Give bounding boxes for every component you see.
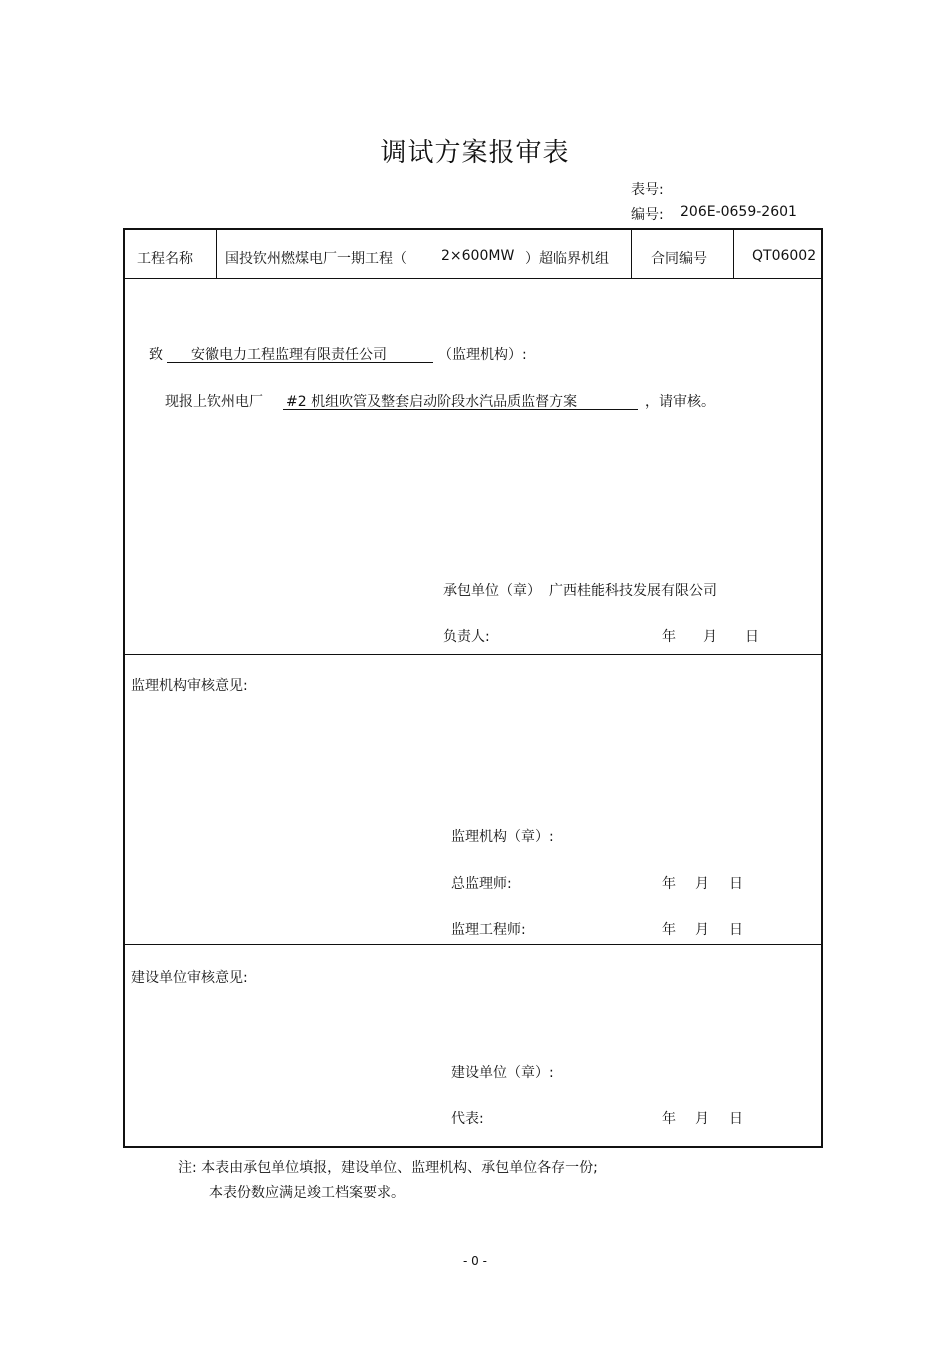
column-divider: [631, 230, 632, 278]
contractor-name: 广西桂能科技发展有限公司: [549, 583, 717, 599]
date-month-label: 月: [695, 922, 709, 938]
date-month-label: 月: [695, 876, 709, 892]
project-capacity: 2×600MW: [441, 248, 515, 264]
note-line-1: 注: 本表由承包单位填报，建设单位、监理机构、承包单位各存一份;: [178, 1160, 598, 1176]
date-day-label: 日: [729, 876, 743, 892]
submission-suffix: ，请审核。: [645, 394, 715, 410]
date-month-label: 月: [695, 1111, 709, 1127]
plan-name-underline: [283, 409, 638, 410]
serial-number-value: 206E-0659-2601: [680, 204, 797, 220]
date-year-label: 年: [662, 1111, 676, 1127]
date-year-label: 年: [662, 629, 676, 645]
submission-prefix: 现报上钦州电厂: [165, 394, 263, 410]
addressee-org: 安徽电力工程监理有限责任公司: [191, 347, 387, 363]
section-divider: [125, 944, 821, 945]
date-day-label: 日: [729, 922, 743, 938]
project-name-label: 工程名称: [137, 251, 193, 267]
column-divider: [733, 230, 734, 278]
date-year-label: 年: [662, 876, 676, 892]
page-number: - 0 -: [463, 1254, 487, 1268]
contract-number-label: 合同编号: [651, 251, 707, 267]
column-divider: [216, 230, 217, 278]
owner-opinion-heading: 建设单位审核意见:: [131, 970, 248, 986]
owner-seal-label: 建设单位（章）:: [451, 1065, 554, 1081]
plan-name: #2 机组吹管及整套启动阶段水汽品质监督方案: [286, 394, 578, 410]
contractor-seal-label: 承包单位（章）: [443, 583, 541, 599]
section-divider: [125, 654, 821, 655]
note-line-2: 本表份数应满足竣工档案要求。: [209, 1185, 405, 1201]
date-year-label: 年: [662, 922, 676, 938]
responsible-person-label: 负责人:: [443, 629, 490, 645]
serial-number-label: 编号:: [631, 207, 664, 223]
addressee-prefix: 致: [149, 347, 163, 363]
form-table: [123, 228, 823, 1148]
chief-supervisor-label: 总监理师:: [451, 876, 512, 892]
date-month-label: 月: [703, 629, 717, 645]
page-title: 调试方案报审表: [380, 138, 570, 168]
supervising-engineer-label: 监理工程师:: [451, 922, 526, 938]
table-number-label: 表号:: [631, 182, 664, 198]
addressee-suffix: （监理机构）:: [438, 347, 527, 363]
contract-number-value: QT06002: [752, 248, 817, 264]
project-name-suffix: ）超临界机组: [525, 251, 609, 267]
representative-label: 代表:: [451, 1111, 484, 1127]
date-day-label: 日: [729, 1111, 743, 1127]
addressee-underline: [167, 362, 433, 363]
supervision-opinion-heading: 监理机构审核意见:: [131, 678, 248, 694]
project-name-value: 国投钦州燃煤电厂一期工程（: [225, 251, 407, 267]
header-divider: [125, 278, 821, 279]
supervision-seal-label: 监理机构（章）:: [451, 829, 554, 845]
date-day-label: 日: [745, 629, 759, 645]
